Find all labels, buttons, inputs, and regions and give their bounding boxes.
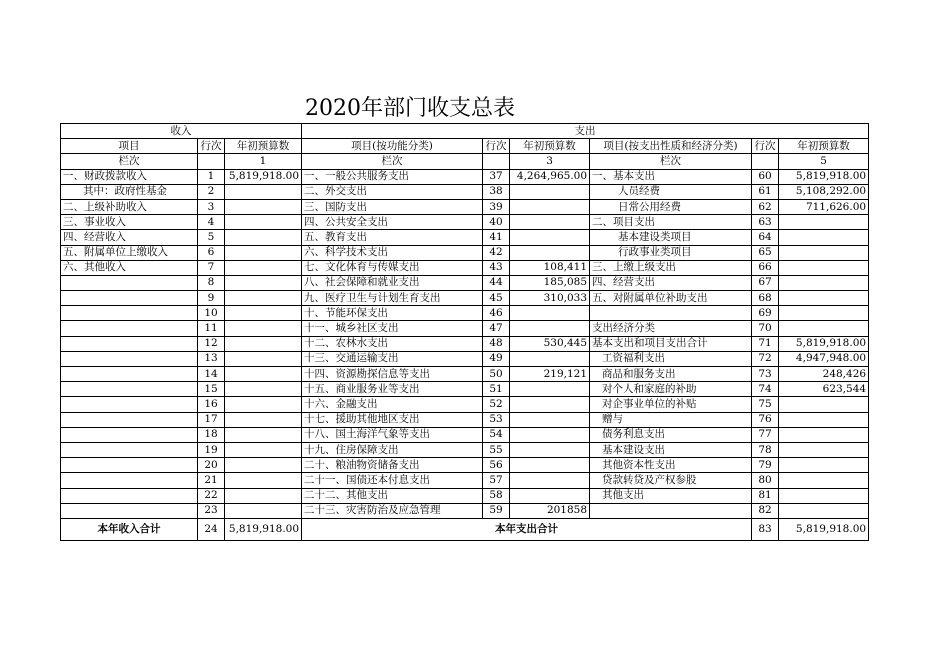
econ-amount-cell: 5,819,918.00 <box>779 169 869 184</box>
income-item-cell <box>61 382 198 397</box>
table-row <box>61 306 869 321</box>
line-no-cell: 14 <box>198 367 225 382</box>
income-amount-cell <box>225 321 302 336</box>
econ-amount-cell <box>779 260 869 275</box>
econ-item-cell: 行政事业类项目 <box>590 245 752 260</box>
table-row <box>61 427 869 442</box>
header-budget: 年初预算数 <box>510 139 590 154</box>
econ-item-cell: 一、基本支出 <box>590 169 752 184</box>
income-item-cell <box>61 321 198 336</box>
column-header-row <box>61 139 869 154</box>
line-no-cell: 64 <box>752 230 779 245</box>
income-item-cell: 二、上级补助收入 <box>61 199 198 214</box>
line-no-cell: 60 <box>752 169 779 184</box>
line-no-cell: 9 <box>198 291 225 306</box>
line-no-cell: 78 <box>752 442 779 457</box>
econ-item-cell: 基本支出和项目支出合计 <box>590 336 752 351</box>
line-no-cell: 59 <box>483 503 510 518</box>
income-item-cell: 一、财政拨款收入 <box>61 169 198 184</box>
income-item-cell <box>61 412 198 427</box>
line-no-cell: 75 <box>752 397 779 412</box>
line-no-cell: 18 <box>198 427 225 442</box>
income-item-cell <box>61 488 198 503</box>
econ-amount-cell <box>779 215 869 230</box>
income-item-cell <box>61 397 198 412</box>
line-no-cell: 82 <box>752 503 779 518</box>
line-no-cell: 54 <box>483 427 510 442</box>
line-no-cell: 24 <box>198 518 225 540</box>
line-no-cell: 23 <box>198 503 225 518</box>
table-row <box>61 184 869 199</box>
line-no-cell: 41 <box>483 230 510 245</box>
income-amount-cell <box>225 382 302 397</box>
func-item-cell: 二十一、国债还本付息支出 <box>302 473 483 488</box>
econ-item-cell: 贷款转贷及产权参股 <box>590 473 752 488</box>
table-row <box>61 397 869 412</box>
econ-amount-cell <box>779 473 869 488</box>
econ-item-cell: 其他资本性支出 <box>590 458 752 473</box>
table-row <box>61 503 869 518</box>
income-amount-cell <box>225 412 302 427</box>
line-no-cell: 49 <box>483 351 510 366</box>
income-item-cell <box>61 503 198 518</box>
econ-amount-cell: 623,544 <box>779 382 869 397</box>
line-no-cell: 8 <box>198 275 225 290</box>
table-row <box>61 291 869 306</box>
line-no-cell: 22 <box>198 488 225 503</box>
line-no-cell: 44 <box>483 275 510 290</box>
line-no-cell: 80 <box>752 473 779 488</box>
table-row <box>61 275 869 290</box>
table-row <box>61 169 869 184</box>
func-item-cell: 十七、援助其他地区支出 <box>302 412 483 427</box>
income-item-cell <box>61 442 198 457</box>
header-econ-item: 项目(按支出性质和经济分类) <box>590 139 752 154</box>
func-item-cell: 六、科学技术支出 <box>302 245 483 260</box>
func-amount-cell: 201858 <box>510 503 590 518</box>
income-amount-cell <box>225 184 302 199</box>
income-item-cell <box>61 458 198 473</box>
func-item-cell: 十一、城乡社区支出 <box>302 321 483 336</box>
line-no-cell: 47 <box>483 321 510 336</box>
header-income-item: 项目 <box>61 139 198 154</box>
index-label: 栏次 <box>302 154 483 169</box>
income-item-cell <box>61 473 198 488</box>
func-amount-cell <box>510 321 590 336</box>
income-amount-cell <box>225 427 302 442</box>
line-no-cell: 65 <box>752 245 779 260</box>
econ-item-cell: 基本建设支出 <box>590 442 752 457</box>
empty-cell <box>752 154 779 169</box>
func-amount-cell: 530,445 <box>510 336 590 351</box>
func-item-cell: 十三、交通运输支出 <box>302 351 483 366</box>
func-amount-cell: 108,411 <box>510 260 590 275</box>
table-row <box>61 260 869 275</box>
line-no-cell: 74 <box>752 382 779 397</box>
line-no-cell: 76 <box>752 412 779 427</box>
econ-amount-cell: 5,819,918.00 <box>779 336 869 351</box>
econ-item-cell: 五、对附属单位补助支出 <box>590 291 752 306</box>
func-item-cell: 二十、粮油物资储备支出 <box>302 458 483 473</box>
index-col-5: 5 <box>779 154 869 169</box>
line-no-cell: 12 <box>198 336 225 351</box>
header-budget: 年初预算数 <box>225 139 302 154</box>
econ-item-cell: 对企事业单位的补贴 <box>590 397 752 412</box>
func-item-cell: 二十三、灾害防治及应急管理 <box>302 503 483 518</box>
index-col-1: 1 <box>225 154 302 169</box>
line-no-cell: 50 <box>483 367 510 382</box>
index-row <box>61 154 869 169</box>
header-func-item: 项目(按功能分类) <box>302 139 483 154</box>
income-amount-cell <box>225 473 302 488</box>
income-amount-cell <box>225 199 302 214</box>
empty-cell <box>198 154 225 169</box>
table-row <box>61 351 869 366</box>
func-item-cell: 十五、商业服务业等支出 <box>302 382 483 397</box>
econ-amount-cell <box>779 488 869 503</box>
econ-item-cell: 债务利息支出 <box>590 427 752 442</box>
line-no-cell: 11 <box>198 321 225 336</box>
expense-total-label: 本年支出合计 <box>302 518 752 540</box>
income-item-cell: 四、经营收入 <box>61 230 198 245</box>
header-budget: 年初预算数 <box>779 139 869 154</box>
line-no-cell: 38 <box>483 184 510 199</box>
header-line-no: 行次 <box>752 139 779 154</box>
func-item-cell: 十二、农林水支出 <box>302 336 483 351</box>
line-no-cell: 63 <box>752 215 779 230</box>
func-item-cell: 九、医疗卫生与计划生育支出 <box>302 291 483 306</box>
line-no-cell: 57 <box>483 473 510 488</box>
econ-amount-cell <box>779 503 869 518</box>
income-item-cell <box>61 351 198 366</box>
func-item-cell: 三、国防支出 <box>302 199 483 214</box>
func-amount-cell: 4,264,965.00 <box>510 169 590 184</box>
econ-amount-cell <box>779 245 869 260</box>
func-amount-cell <box>510 351 590 366</box>
econ-item-cell: 赠与 <box>590 412 752 427</box>
func-item-cell: 十九、住房保障支出 <box>302 442 483 457</box>
econ-item-cell <box>590 306 752 321</box>
section-header-row <box>61 124 869 139</box>
income-amount-cell <box>225 503 302 518</box>
func-amount-cell: 185,085 <box>510 275 590 290</box>
line-no-cell: 48 <box>483 336 510 351</box>
func-amount-cell <box>510 245 590 260</box>
income-amount-cell <box>225 306 302 321</box>
func-amount-cell <box>510 382 590 397</box>
income-amount-cell <box>225 291 302 306</box>
econ-item-cell: 三、上缴上级支出 <box>590 260 752 275</box>
table-row <box>61 321 869 336</box>
line-no-cell: 21 <box>198 473 225 488</box>
func-item-cell: 二十二、其他支出 <box>302 488 483 503</box>
func-amount-cell: 219,121 <box>510 367 590 382</box>
econ-item-cell <box>590 503 752 518</box>
econ-item-cell: 二、项目支出 <box>590 215 752 230</box>
table-row <box>61 382 869 397</box>
income-amount-cell: 5,819,918.00 <box>225 169 302 184</box>
income-amount-cell <box>225 367 302 382</box>
line-no-cell: 53 <box>483 412 510 427</box>
econ-amount-cell: 5,108,292.00 <box>779 184 869 199</box>
income-amount-cell <box>225 336 302 351</box>
table-row <box>61 230 869 245</box>
econ-amount-cell <box>779 412 869 427</box>
index-label: 栏次 <box>590 154 752 169</box>
income-item-cell: 六、其他收入 <box>61 260 198 275</box>
line-no-cell: 83 <box>752 518 779 540</box>
func-amount-cell <box>510 442 590 457</box>
line-no-cell: 42 <box>483 245 510 260</box>
income-item-cell <box>61 427 198 442</box>
func-item-cell: 一、一般公共服务支出 <box>302 169 483 184</box>
table-row <box>61 199 869 214</box>
line-no-cell: 17 <box>198 412 225 427</box>
func-amount-cell <box>510 306 590 321</box>
line-no-cell: 55 <box>483 442 510 457</box>
line-no-cell: 37 <box>483 169 510 184</box>
econ-item-cell: 对个人和家庭的补助 <box>590 382 752 397</box>
income-amount-cell <box>225 458 302 473</box>
line-no-cell: 7 <box>198 260 225 275</box>
econ-amount-cell: 4,947,948.00 <box>779 351 869 366</box>
line-no-cell: 62 <box>752 199 779 214</box>
line-no-cell: 1 <box>198 169 225 184</box>
line-no-cell: 58 <box>483 488 510 503</box>
header-line-no: 行次 <box>483 139 510 154</box>
line-no-cell: 39 <box>483 199 510 214</box>
line-no-cell: 10 <box>198 306 225 321</box>
line-no-cell: 69 <box>752 306 779 321</box>
header-line-no: 行次 <box>198 139 225 154</box>
func-item-cell: 十、节能环保支出 <box>302 306 483 321</box>
line-no-cell: 67 <box>752 275 779 290</box>
line-no-cell: 40 <box>483 215 510 230</box>
func-item-cell: 五、教育支出 <box>302 230 483 245</box>
econ-amount-cell <box>779 230 869 245</box>
index-label: 栏次 <box>61 154 198 169</box>
line-no-cell: 15 <box>198 382 225 397</box>
func-amount-cell <box>510 184 590 199</box>
table-row <box>61 412 869 427</box>
income-item-cell <box>61 336 198 351</box>
line-no-cell: 70 <box>752 321 779 336</box>
func-item-cell: 八、社会保障和就业支出 <box>302 275 483 290</box>
econ-item-cell: 工资福利支出 <box>590 351 752 366</box>
table-row <box>61 336 869 351</box>
func-amount-cell <box>510 199 590 214</box>
func-item-cell: 七、文化体育与传媒支出 <box>302 260 483 275</box>
line-no-cell: 4 <box>198 215 225 230</box>
line-no-cell: 66 <box>752 260 779 275</box>
line-no-cell: 2 <box>198 184 225 199</box>
line-no-cell: 5 <box>198 230 225 245</box>
econ-amount-cell: 711,626.00 <box>779 199 869 214</box>
income-amount-cell <box>225 245 302 260</box>
econ-item-cell: 四、经营支出 <box>590 275 752 290</box>
income-amount-cell <box>225 442 302 457</box>
empty-cell <box>483 154 510 169</box>
func-amount-cell <box>510 397 590 412</box>
func-item-cell: 二、外交支出 <box>302 184 483 199</box>
line-no-cell: 52 <box>483 397 510 412</box>
econ-item-cell: 日常公用经费 <box>590 199 752 214</box>
table-row <box>61 215 869 230</box>
line-no-cell: 3 <box>198 199 225 214</box>
line-no-cell: 51 <box>483 382 510 397</box>
econ-item-cell: 人员经费 <box>590 184 752 199</box>
func-amount-cell <box>510 412 590 427</box>
econ-amount-cell <box>779 458 869 473</box>
line-no-cell: 16 <box>198 397 225 412</box>
sheet-title: 2020年部门收支总表 <box>305 96 515 121</box>
table-row <box>61 473 869 488</box>
econ-item-cell: 支出经济分类 <box>590 321 752 336</box>
income-item-cell <box>61 275 198 290</box>
line-no-cell: 20 <box>198 458 225 473</box>
income-item-cell: 三、事业收入 <box>61 215 198 230</box>
line-no-cell: 13 <box>198 351 225 366</box>
income-amount-cell <box>225 230 302 245</box>
income-amount-cell <box>225 351 302 366</box>
func-amount-cell <box>510 458 590 473</box>
line-no-cell: 61 <box>752 184 779 199</box>
income-item-cell <box>61 306 198 321</box>
income-total-label: 本年收入合计 <box>61 518 198 540</box>
line-no-cell: 46 <box>483 306 510 321</box>
table-row <box>61 458 869 473</box>
econ-amount-cell <box>779 291 869 306</box>
func-amount-cell: 310,033 <box>510 291 590 306</box>
expense-section-header: 支出 <box>302 124 869 139</box>
income-item-cell: 五、附属单位上缴收入 <box>61 245 198 260</box>
line-no-cell: 77 <box>752 427 779 442</box>
econ-amount-cell <box>779 397 869 412</box>
index-col-3: 3 <box>510 154 590 169</box>
income-amount-cell <box>225 275 302 290</box>
line-no-cell: 19 <box>198 442 225 457</box>
func-amount-cell <box>510 473 590 488</box>
table-row <box>61 442 869 457</box>
line-no-cell: 72 <box>752 351 779 366</box>
line-no-cell: 81 <box>752 488 779 503</box>
income-item-cell <box>61 291 198 306</box>
table-row <box>61 245 869 260</box>
line-no-cell: 68 <box>752 291 779 306</box>
income-amount-cell <box>225 215 302 230</box>
func-amount-cell <box>510 488 590 503</box>
line-no-cell: 45 <box>483 291 510 306</box>
func-item-cell: 十四、资源勘探信息等支出 <box>302 367 483 382</box>
expense-total-amount: 5,819,918.00 <box>779 518 869 540</box>
func-amount-cell <box>510 427 590 442</box>
func-item-cell: 四、公共安全支出 <box>302 215 483 230</box>
income-total-amount: 5,819,918.00 <box>225 518 302 540</box>
econ-amount-cell <box>779 427 869 442</box>
econ-item-cell: 基本建设类项目 <box>590 230 752 245</box>
totals-row <box>61 518 869 540</box>
econ-amount-cell: 248,426 <box>779 367 869 382</box>
income-amount-cell <box>225 488 302 503</box>
line-no-cell: 43 <box>483 260 510 275</box>
income-amount-cell <box>225 397 302 412</box>
econ-amount-cell <box>779 275 869 290</box>
line-no-cell: 73 <box>752 367 779 382</box>
table-row <box>61 488 869 503</box>
budget-table <box>60 123 869 541</box>
econ-item-cell: 商品和服务支出 <box>590 367 752 382</box>
func-amount-cell <box>510 230 590 245</box>
income-amount-cell <box>225 260 302 275</box>
income-item-cell: 其中：政府性基金 <box>61 184 198 199</box>
line-no-cell: 71 <box>752 336 779 351</box>
income-item-cell <box>61 367 198 382</box>
line-no-cell: 56 <box>483 458 510 473</box>
econ-item-cell: 其他支出 <box>590 488 752 503</box>
econ-amount-cell <box>779 321 869 336</box>
func-item-cell: 十六、金融支出 <box>302 397 483 412</box>
line-no-cell: 6 <box>198 245 225 260</box>
line-no-cell: 79 <box>752 458 779 473</box>
table-row <box>61 367 869 382</box>
econ-amount-cell <box>779 442 869 457</box>
income-section-header: 收入 <box>61 124 302 139</box>
func-amount-cell <box>510 215 590 230</box>
econ-amount-cell <box>779 306 869 321</box>
func-item-cell: 十八、国土海洋气象等支出 <box>302 427 483 442</box>
